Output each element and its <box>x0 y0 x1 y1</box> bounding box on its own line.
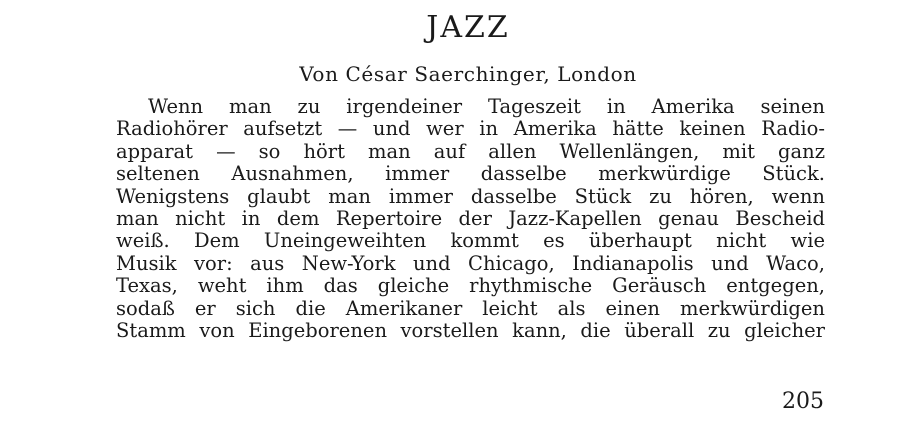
body-line: seltenen Ausnahmen, immer dasselbe merkwürdige Stück. <box>116 162 825 186</box>
body-line: man nicht in dem Repertoire der Jazz-Kapellen genau Bescheid <box>116 206 825 230</box>
author-byline: Von César Saerchinger, London <box>299 62 637 86</box>
body-line: Radiohörer aufsetzt — und wer in Amerika hätte keinen Radio- <box>116 117 825 141</box>
body-line: Musik vor: aus New-York und Chicago, Indianapolis und Waco, <box>116 251 825 275</box>
article-title: JAZZ <box>426 10 510 45</box>
page-number: 205 <box>782 389 824 414</box>
body-line: Texas, weht ihm das gleiche rhythmische Geräusch entgegen, <box>116 274 825 298</box>
body-line: weiß. Dem Uneingeweihten kommt es überhaupt nicht wie <box>116 229 825 253</box>
body-line: Stamm von Eingeborenen vorstellen kann, die überall zu gleicher <box>116 318 825 342</box>
body-line: Wenn man zu irgendeiner Tageszeit in Amerika seinen <box>148 95 825 118</box>
body-line: Wenigstens glaubt man immer dasselbe Stück zu hören, wenn <box>116 184 825 208</box>
body-line: apparat — so hört man auf allen Wellenlängen, mit ganz <box>116 139 825 163</box>
body-line: sodaß er sich die Amerikaner leicht als einen merkwürdigen <box>116 296 825 320</box>
article-body <box>116 96 825 342</box>
